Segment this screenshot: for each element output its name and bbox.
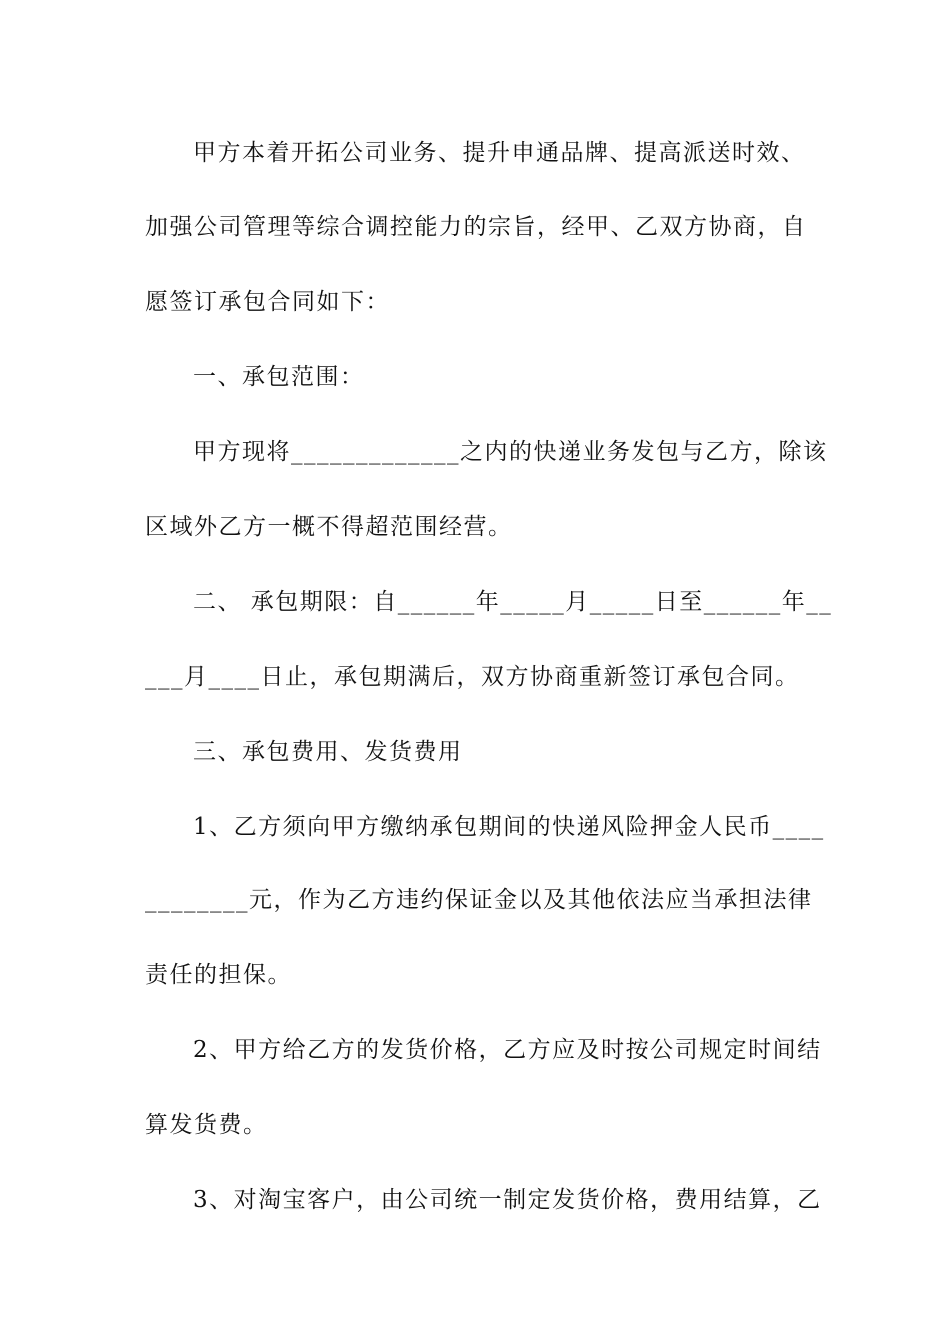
paragraph-intro-line-2: 加强公司管理等综合调控能力的宗旨，经甲、乙双方协商，自 <box>145 214 807 240</box>
paragraph-term-line-1: 二、 承包期限：自______年_____月_____日至______年__ <box>193 589 833 615</box>
paragraph-scope-line-2: 区域外乙方一概不得超范围经营。 <box>145 514 513 540</box>
paragraph-scope-line-1: 甲方现将_____________之内的快递业务发包与乙方，除该 <box>193 439 828 465</box>
clause-3-line-1: 3、对淘宝客户，由公司统一制定发货价格，费用结算，乙 <box>193 1187 822 1213</box>
paragraph-intro-line-1: 甲方本着开拓公司业务、提升申通品牌、提高派送时效、 <box>193 140 806 166</box>
clause-1-line-2: ________元，作为乙方违约保证金以及其他依法应当承担法律 <box>145 887 813 913</box>
clause-1-line-1: 1、乙方须向甲方缴纳承包期间的快递风险押金人民币____ <box>193 814 825 840</box>
section-heading-fees: 三、承包费用、发货费用 <box>193 739 463 765</box>
paragraph-term-line-2: ___月____日止，承包期满后，双方协商重新签订承包合同。 <box>145 664 800 690</box>
clause-2-line-2: 算发货费。 <box>145 1112 268 1138</box>
section-heading-scope: 一、承包范围： <box>193 364 365 390</box>
paragraph-intro-line-3: 愿签订承包合同如下： <box>145 289 390 315</box>
clause-2-line-1: 2、甲方给乙方的发货价格，乙方应及时按公司规定时间结 <box>193 1037 822 1063</box>
clause-1-line-3: 责任的担保。 <box>145 962 292 988</box>
